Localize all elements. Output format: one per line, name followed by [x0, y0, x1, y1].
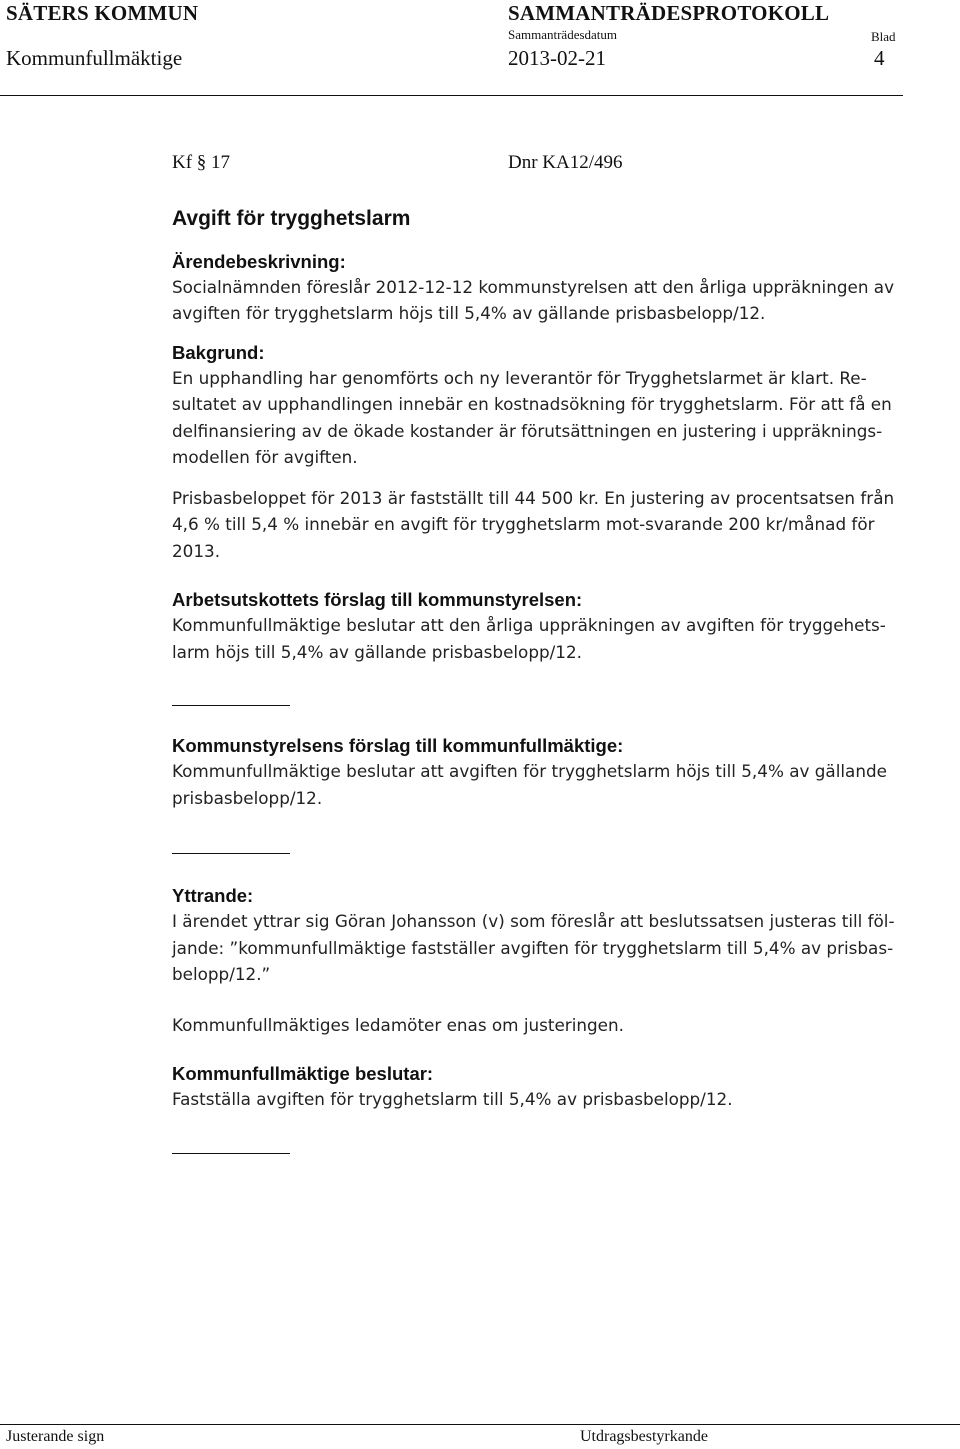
text-line: modellen för avgiften. [172, 447, 358, 467]
footer-signature-label: Justerande sign [6, 1428, 105, 1445]
text-line: En upphandling har genomförts och ny leverantör för Trygghetslarmet är klart. Re- [172, 367, 867, 388]
text-line: sultatet av upphandlingen innebär en kostnadsökning för trygghetslarm. För att få en [172, 394, 892, 414]
body-name: Kommunfullmäktige [6, 46, 183, 70]
text-line: larm höjs till 5,4% av gällande prisbasbelopp/12. [172, 641, 582, 662]
text-line: I ärendet yttrar sig Göran Johansson (v) som föreslår att beslutssatsen justeras till föl- [172, 911, 895, 931]
text-line: Kommunfullmäktige beslutar att avgiften för trygghetslarm höjs till 5,4% av gällande [172, 761, 887, 781]
section-heading-yttrande: Yttrande: [172, 885, 254, 906]
text-line: Socialnämnden föreslår 2012-12-12 kommunstyrelsen att den årliga uppräkningen av [172, 276, 895, 297]
section-text-arende [172, 274, 954, 327]
paragraph-number: Kf § 17 [172, 152, 231, 173]
text-line: Prisbasbeloppet för 2013 är fastställt till 44 500 kr. En justering av procentsatsen från [172, 487, 895, 508]
section-text-bakgrund-2 [172, 485, 954, 565]
text-line: Fastställa avgiften för trygghetslarm till 5,4% av prisbasbelopp/12. [172, 1089, 733, 1109]
section-text-ks-forslag [172, 758, 954, 811]
text-line: jande: ”kommunfullmäktige fastställer avgiften för trygghetslarm till 5,4% av prisbas- [172, 937, 894, 958]
case-title: Avgift för trygghetslarm [172, 207, 411, 230]
text-line: 2013. [172, 540, 221, 561]
section-heading-bakgrund: Bakgrund: [172, 341, 265, 363]
protocol-body [172, 148, 954, 1154]
section-heading-ks-forslag: Kommunstyrelsens förslag till kommunfullmäktige: [172, 735, 624, 756]
section-text-yttrande [172, 908, 954, 988]
section-heading-arende: Ärendebeskrivning: [172, 250, 346, 272]
section-text-yttrande-2 [172, 1012, 954, 1039]
meeting-date: 2013-02-21 [508, 46, 606, 70]
page-label: Blad [871, 29, 896, 44]
text-line: Kommunfullmäktiges ledamöter enas om justeringen. [172, 1014, 624, 1035]
date-label: Sammanträdesdatum [508, 27, 618, 42]
diary-number: Dnr KA12/496 [508, 152, 623, 173]
section-heading-beslut: Kommunfullmäktige beslutar: [172, 1063, 434, 1084]
section-text-bakgrund [172, 365, 954, 471]
section-text-au-forslag [172, 612, 954, 665]
municipality-name: SÄTERS KOMMUN [6, 1, 199, 25]
text-line: 4,6 % till 5,4 % innebär en avgift för trygghetslarm mot-svarande 200 kr/månad för [172, 514, 875, 534]
text-line: Kommunfullmäktige beslutar att den årliga uppräkningen av avgiften för tryggehets- [172, 615, 886, 635]
document-type: SAMMANTRÄDESPROTOKOLL [508, 1, 830, 25]
text-line: delfinansiering av de ökade kostander är förutsättningen en justering i uppräknings- [172, 420, 883, 441]
section-heading-au-forslag: Arbetsutskottets förslag till kommunstyrelsen: [172, 589, 583, 610]
footer-certification-label: Utdragsbestyrkande [580, 1428, 708, 1445]
section-text-beslut [172, 1086, 954, 1113]
text-line: avgiften för trygghetslarm höjs till 5,4% av gällande prisbasbelopp/12. [172, 303, 766, 323]
page-number: 4 [874, 46, 885, 70]
footer-rule [0, 1424, 960, 1425]
separator-rule [172, 1153, 290, 1154]
header-rule [0, 95, 903, 96]
text-line: belopp/12.” [172, 964, 271, 984]
case-reference [172, 148, 954, 182]
text-line: prisbasbelopp/12. [172, 787, 323, 808]
